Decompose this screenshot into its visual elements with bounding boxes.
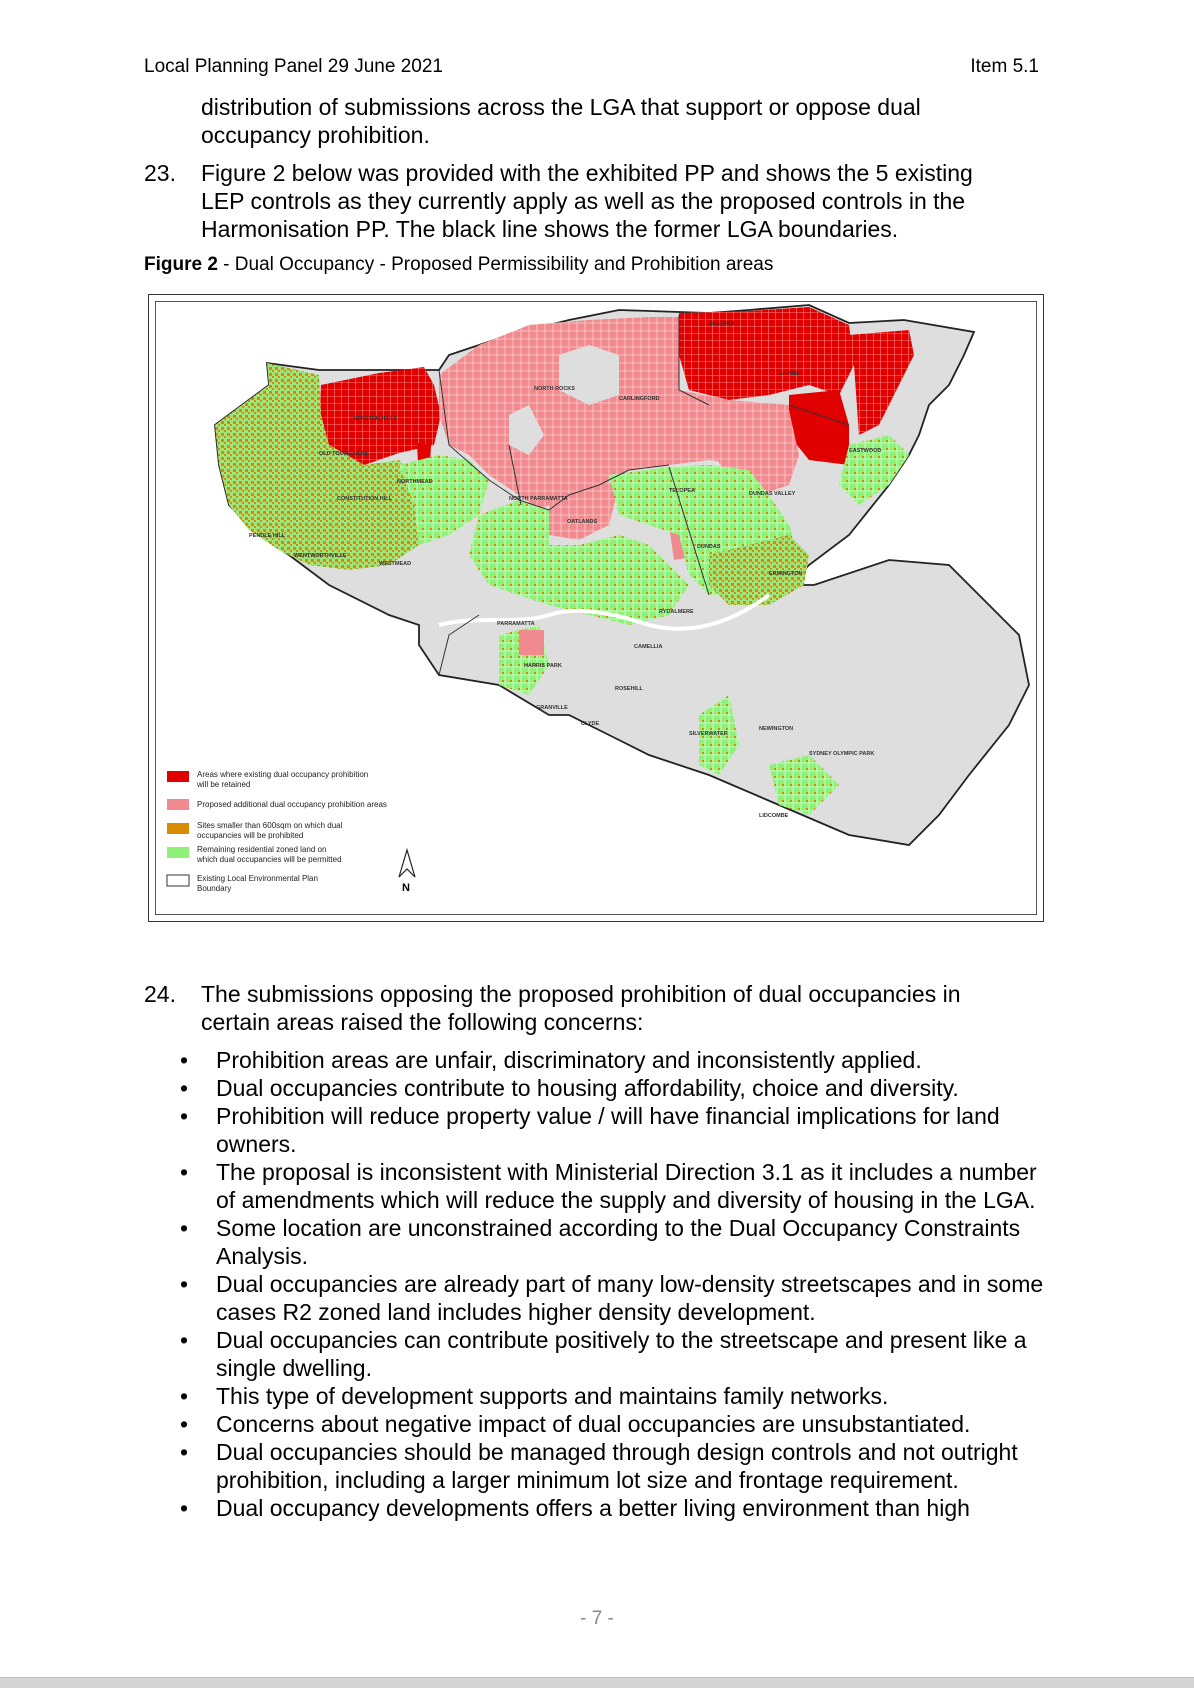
list-item-text: Dual occupancies should be managed through design controls and not outright prohibition, including a larger minimum lot size and frontage requirement.	[216, 1439, 1018, 1493]
bullet-icon: •	[180, 1215, 189, 1241]
legend-swatch-boundary	[167, 875, 189, 886]
suburb-label: EPPING	[779, 371, 800, 377]
para-line: Figure 2 below was provided with the exhibited PP and shows the 5 existing	[201, 160, 973, 186]
figure-map	[148, 294, 1044, 922]
suburb-label: LIDCOMBE	[759, 813, 789, 819]
para-line: Harmonisation PP. The black line shows the former LGA boundaries.	[201, 216, 899, 242]
list-item-text: Dual occupancies contribute to housing affordability, choice and diversity.	[216, 1075, 959, 1101]
figure-label: Figure 2	[144, 254, 218, 275]
concerns-list	[176, 1046, 1056, 1522]
dual-occupancy-map	[149, 295, 1045, 923]
bullet-icon: •	[180, 1411, 189, 1437]
list-item	[176, 1494, 1056, 1522]
suburb-label: SILVERWATER	[689, 731, 728, 737]
para-line: occupancy prohibition.	[201, 122, 430, 148]
list-item	[176, 1382, 1056, 1410]
zone-permitted-east-strip	[839, 435, 909, 505]
suburb-label: OATLANDS	[567, 519, 598, 525]
legend-label: Existing Local Environmental Plan	[197, 874, 318, 883]
north-label: N	[402, 882, 410, 894]
suburb-label: GRANVILLE	[536, 705, 568, 711]
paragraph-number: 24.	[144, 981, 176, 1007]
legend-swatch-proposed	[167, 799, 189, 810]
suburb-label: NORTHMEAD	[397, 479, 433, 485]
bullet-icon: •	[180, 1103, 189, 1129]
suburb-label: RYDALMERE	[659, 609, 694, 615]
list-item-text: Dual occupancies are already part of many low-density streetscapes and in some cases R2 zoned land includes higher density development.	[216, 1271, 1044, 1325]
list-item	[176, 1074, 1056, 1102]
legend-swatch-permitted	[167, 847, 189, 858]
list-item-text: The proposal is inconsistent with Ministerial Direction 3.1 as it includes a number of amendments which will reduce the supply and diversity of housing in the LGA.	[216, 1159, 1037, 1213]
suburb-label: DUNDAS VALLEY	[749, 491, 796, 497]
north-arrow-icon	[399, 850, 415, 877]
legend-swatch-retained	[167, 771, 189, 782]
paragraph-23	[144, 159, 973, 243]
suburb-label: PENDLE HILL	[249, 533, 286, 539]
page-header-left: Local Planning Panel 29 June 2021	[144, 56, 443, 77]
list-item	[176, 1158, 1056, 1214]
suburb-label: CARLINGFORD	[619, 396, 660, 402]
para-line: distribution of submissions across the LGA that support or oppose dual	[201, 94, 921, 120]
bullet-icon: •	[180, 1439, 189, 1465]
suburb-label: NEWINGTON	[759, 726, 794, 732]
legend-label: will be retained	[197, 780, 251, 789]
suburb-label: WINSTON HILLS	[354, 416, 398, 422]
list-item	[176, 1270, 1056, 1326]
bullet-icon: •	[180, 1075, 189, 1101]
paragraph-24	[144, 980, 961, 1036]
para-line: The submissions opposing the proposed prohibition of dual occupancies in	[201, 981, 961, 1007]
suburb-label: WESTMEAD	[379, 561, 412, 567]
list-item	[176, 1326, 1056, 1382]
zone-proposed-harris-park	[519, 630, 544, 655]
bullet-icon: •	[180, 1047, 189, 1073]
bullet-icon: •	[180, 1271, 189, 1297]
list-item	[176, 1046, 1056, 1074]
list-item	[176, 1438, 1056, 1494]
suburb-label: CAMELLIA	[634, 644, 663, 650]
list-item-text: Some location are unconstrained according to the Dual Occupancy Constraints Analysis.	[216, 1215, 1021, 1269]
page-number: - 7 -	[580, 1608, 614, 1629]
list-item-text: Dual occupancies can contribute positively to the streetscape and present like a single dwelling.	[216, 1327, 1027, 1381]
list-item-text: Concerns about negative impact of dual occupancies are unsubstantiated.	[216, 1411, 971, 1437]
suburb-label: ROSEHILL	[615, 686, 643, 692]
suburb-label: CONSTITUTION HILL	[337, 496, 392, 502]
legend-label: Sites smaller than 600sqm on which dual	[197, 821, 343, 830]
suburb-label: BEECROFT	[709, 321, 740, 327]
legend-label: occupancies will be prohibited	[197, 831, 304, 840]
suburb-label: PARRAMATTA	[497, 621, 535, 627]
list-item	[176, 1410, 1056, 1438]
list-item	[176, 1102, 1056, 1158]
suburb-label: WENTWORTHVILLE	[294, 553, 347, 559]
list-item-text: Prohibition areas are unfair, discriminatory and inconsistently applied.	[216, 1047, 922, 1073]
bullet-icon: •	[180, 1327, 189, 1353]
zone-retained-epping	[679, 307, 854, 400]
bullet-icon: •	[180, 1383, 189, 1409]
suburb-label: HARRIS PARK	[524, 663, 562, 669]
page-bottom-bar	[0, 1677, 1194, 1688]
suburb-label: TELOPEA	[669, 488, 695, 494]
legend-label: Areas where existing dual occupancy prohibition	[197, 770, 369, 779]
paragraph-continued	[201, 93, 921, 149]
figure-caption	[144, 254, 773, 276]
suburb-label: DUNDAS	[697, 544, 721, 550]
legend-label: which dual occupancies will be permitted	[197, 855, 342, 864]
para-line: LEP controls as they currently apply as well as the proposed controls in the	[201, 188, 966, 214]
bullet-icon: •	[180, 1159, 189, 1185]
suburb-label: SYDNEY OLYMPIC PARK	[809, 751, 875, 757]
paragraph-number: 23.	[144, 160, 176, 186]
suburb-label: ERMINGTON	[769, 571, 803, 577]
suburb-label: NORTH ROCKS	[534, 386, 575, 392]
list-item-text: This type of development supports and maintains family networks.	[216, 1383, 889, 1409]
suburb-label: CLYDE	[581, 721, 600, 727]
legend-label: Proposed additional dual occupancy prohibition areas	[197, 800, 387, 809]
list-item-text: Dual occupancy developments offers a better living environment than high	[216, 1495, 970, 1521]
suburb-label: OLD TOONGABBIE	[319, 451, 370, 457]
page-header-right: Item 5.1	[970, 56, 1039, 77]
legend-swatch-small-lots	[167, 823, 189, 834]
suburb-label: EASTWOOD	[849, 448, 882, 454]
list-item-text: Prohibition will reduce property value / will have financial implications for land owners.	[216, 1103, 1000, 1157]
para-line: certain areas raised the following concerns:	[201, 1009, 644, 1035]
legend-label: Remaining residential zoned land on	[197, 845, 327, 854]
bullet-icon: •	[180, 1495, 189, 1521]
legend-label: Boundary	[197, 884, 232, 893]
suburb-label: NORTH PARRAMATTA	[509, 496, 568, 502]
list-item	[176, 1214, 1056, 1270]
figure-caption-text: - Dual Occupancy - Proposed Permissibility and Prohibition areas	[217, 254, 774, 275]
